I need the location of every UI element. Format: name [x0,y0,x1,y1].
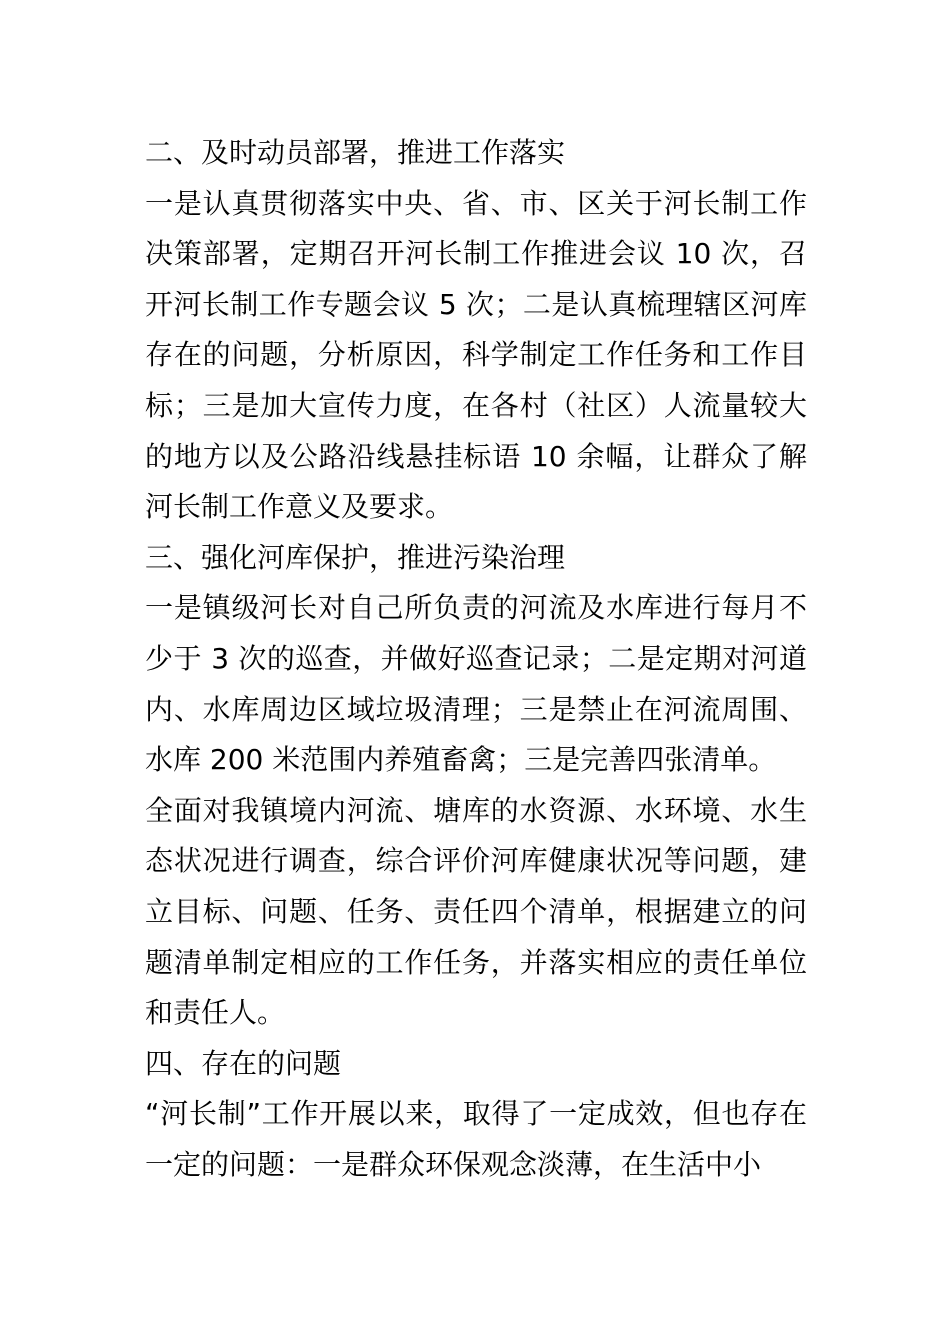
section-heading-3: 三、强化河库保护，推进污染治理 [145,540,566,574]
document-body [145,128,807,1190]
section-heading-4: 四、存在的问题 [145,1046,342,1080]
section-heading-2: 二、及时动员部署，推进工作落实 [145,136,566,169]
section-paragraph-2: 一是认真贯彻落实中央、省、市、区关于河长制工作决策部署，定期召开河长制工作推进会议 10 次，召开河长制工作专题会议 5 次；二是认真梳理辖区河库存在的问题，分析原因，科学制定工作任务和工作目标；三是加大宣传力度，在各村（社区）人流量较大的地方以及公路沿线悬挂标语 10 余幅，让群众了解河长制工作意义及要求。 [145,186,807,524]
section-paragraph-3a: 一是镇级河长对自己所负责的河流及水库进行每月不少于 3 次的巡查，并做好巡查记录；二是定期对河道内、水库周边区域垃圾清理；三是禁止在河流周围、水库 200 米范围内养殖畜禽；三是完善四张清单。 [145,591,807,777]
section-paragraph-3b: 全面对我镇境内河流、塘库的水资源、水环境、水生态状况进行调查，综合评价河库健康状况等问题，建立目标、问题、任务、责任四个清单，根据建立的问题清单制定相应的工作任务，并落实相应的责任单位和责任人。 [145,793,807,1030]
section-paragraph-4: “河长制”工作开展以来，取得了一定成效，但也存在一定的问题：一是群众环保观念淡薄，在生活中小 [145,1097,807,1181]
